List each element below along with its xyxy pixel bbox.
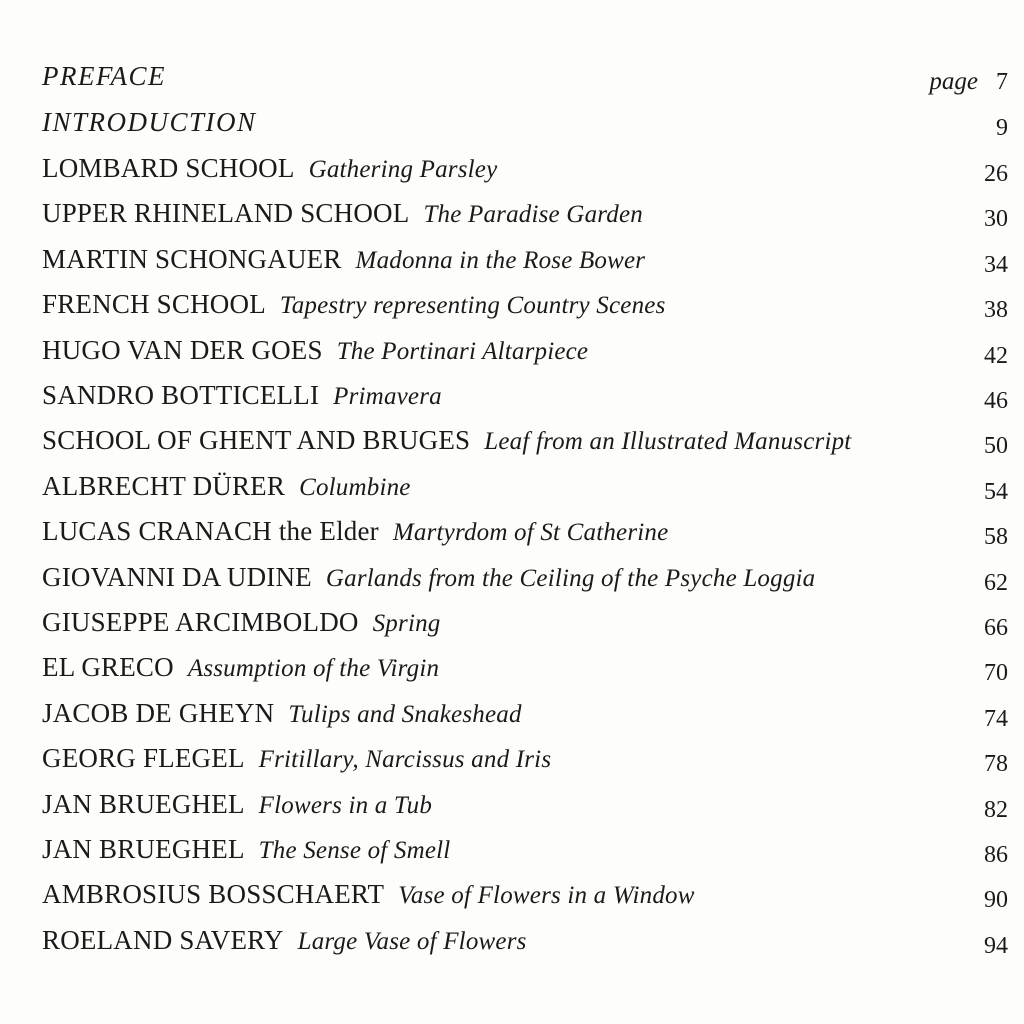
- artwork-title: The Paradise Garden: [423, 201, 643, 229]
- toc-entry: [42, 829, 1008, 869]
- toc-entry: [42, 784, 1008, 824]
- toc-entry-text: [42, 193, 643, 235]
- toc-entry-text: [42, 420, 851, 462]
- artwork-title: Garlands from the Ceiling of the Psyche Loggia: [325, 564, 816, 592]
- introduction-page-number: 9: [996, 115, 1008, 141]
- artwork-title: Vase of Flowers in a Window: [398, 882, 695, 910]
- toc-entry-text: [42, 511, 668, 553]
- toc-entry-text: [42, 148, 497, 190]
- artist-name: SANDRO BOTTICELLI: [42, 380, 320, 410]
- artwork-title: Primavera: [333, 383, 442, 410]
- toc-entry: [42, 602, 1008, 642]
- toc-entry: [42, 693, 1008, 733]
- page-number: 90: [984, 887, 1008, 914]
- toc-entry: [42, 920, 1008, 960]
- page-number: 38: [984, 297, 1008, 324]
- toc-entry: [42, 330, 1008, 370]
- toc-entry: [42, 148, 1008, 188]
- toc-row-preface: [42, 56, 1008, 96]
- artwork-title: Martyrdom of St Catherine: [392, 519, 669, 547]
- page-number: 78: [984, 751, 1008, 778]
- artist-name: FRENCH SCHOOL: [42, 289, 266, 320]
- artist-name: JACOB DE GHEYN: [42, 697, 275, 728]
- artwork-title: Columbine: [299, 473, 411, 501]
- artist-name: GIUSEPPE ARCIMBOLDO: [42, 607, 359, 637]
- toc-entry: [42, 284, 1008, 324]
- artwork-title: Tulips and Snakeshead: [288, 700, 522, 728]
- artist-name: GIOVANNI DA UDINE: [42, 561, 312, 592]
- artwork-title: Fritillary, Narcissus and Iris: [258, 746, 552, 774]
- page-word-label: page: [929, 68, 978, 95]
- page-number: 34: [984, 251, 1008, 278]
- artist-name: HUGO VAN DER GOES: [42, 334, 323, 365]
- page-number: 62: [984, 569, 1008, 596]
- artist-name: GEORG FLEGEL: [42, 743, 245, 774]
- toc-entry-text: [42, 375, 442, 417]
- artist-name: SCHOOL OF GHENT AND BRUGES: [42, 425, 471, 456]
- artist-name: JAN BRUEGHEL: [42, 834, 245, 864]
- page-number: 54: [984, 478, 1008, 505]
- toc-entry-text: [42, 738, 551, 780]
- artist-name: JAN BRUEGHEL: [42, 788, 245, 819]
- toc-entry-text: [42, 284, 666, 326]
- preface-page-value: 7: [996, 69, 1008, 95]
- toc-entry: [42, 557, 1008, 597]
- page-number: 46: [984, 388, 1008, 414]
- artwork-title: Large Vase of Flowers: [297, 927, 527, 955]
- artwork-title: The Portinari Altarpiece: [336, 337, 589, 365]
- artwork-title: Leaf from an Illustrated Manuscript: [484, 428, 852, 456]
- artwork-title: Madonna in the Rose Bower: [355, 246, 646, 274]
- page-number: 74: [984, 705, 1008, 732]
- toc-entry-text: [42, 330, 588, 372]
- page-number: 70: [984, 660, 1008, 687]
- toc-entry-text: [42, 239, 645, 281]
- preface-page-number: [929, 62, 1008, 102]
- artwork-title: Flowers in a Tub: [258, 791, 433, 819]
- page-number: 30: [984, 206, 1008, 233]
- page-number: 50: [984, 433, 1008, 460]
- artwork-title: Tapestry representing Country Scenes: [279, 292, 666, 320]
- artist-name: LUCAS CRANACH the Elder: [42, 516, 379, 547]
- artwork-title: Assumption of the Virgin: [187, 655, 440, 683]
- toc-entry-text: [42, 557, 815, 599]
- artist-name: ALBRECHT DÜRER: [42, 470, 286, 501]
- page-number: 66: [984, 615, 1008, 641]
- artist-name: UPPER RHINELAND SCHOOL: [42, 198, 410, 229]
- toc-entry: [42, 420, 1008, 460]
- toc-entry: [42, 193, 1008, 233]
- artwork-title: Spring: [372, 610, 441, 637]
- page-number: 82: [984, 796, 1008, 823]
- page-number: 58: [984, 524, 1008, 551]
- toc-entry: [42, 375, 1008, 415]
- artist-name: MARTIN SCHONGAUER: [42, 243, 342, 274]
- toc-entry-text: [42, 647, 439, 689]
- toc-row-introduction: [42, 102, 1008, 142]
- toc-entry-text: [42, 466, 411, 508]
- toc-entry: [42, 511, 1008, 551]
- artwork-title: Gathering Parsley: [308, 156, 498, 183]
- artist-name: LOMBARD SCHOOL: [42, 153, 295, 183]
- introduction-heading: INTRODUCTION: [42, 107, 257, 137]
- page-number: 26: [984, 161, 1008, 187]
- page-number: 94: [984, 932, 1008, 959]
- toc-entry-text: [42, 784, 432, 826]
- toc-entry-text: [42, 874, 695, 916]
- toc-entry: [42, 466, 1008, 506]
- page-number: 86: [984, 842, 1008, 868]
- toc-entry: [42, 874, 1008, 914]
- toc-entry-text: [42, 920, 527, 962]
- artwork-title: The Sense of Smell: [258, 837, 451, 864]
- artist-name: ROELAND SAVERY: [42, 924, 284, 955]
- preface-heading: PREFACE: [42, 61, 166, 91]
- artist-name: AMBROSIUS BOSSCHAERT: [42, 879, 385, 910]
- toc-entry: [42, 738, 1008, 778]
- toc-entry: [42, 647, 1008, 687]
- artist-name: EL GRECO: [42, 652, 174, 683]
- toc-entry-text: [42, 693, 522, 735]
- page-number: 42: [984, 342, 1008, 369]
- toc-entry: [42, 239, 1008, 279]
- toc-entry-text: [42, 602, 440, 644]
- toc-entry-text: [42, 829, 450, 871]
